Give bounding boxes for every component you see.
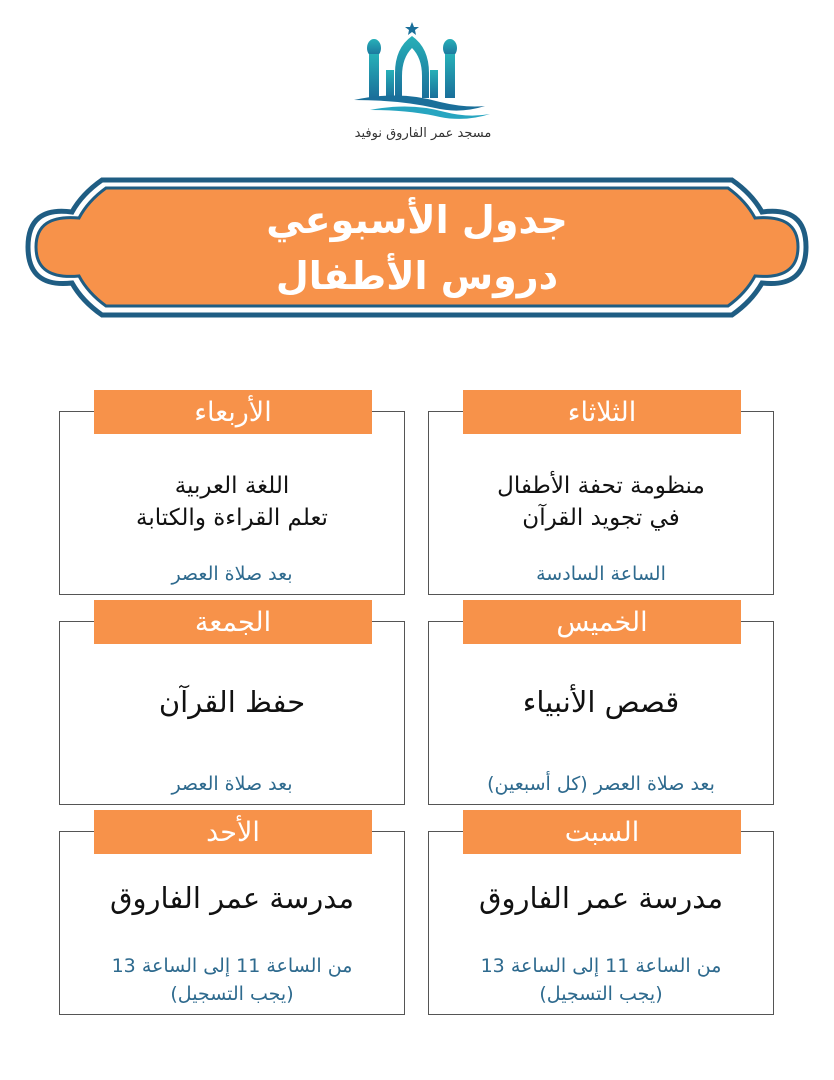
- time-line: بعد صلاة العصر: [171, 773, 293, 795]
- time-line: (يجب التسجيل): [170, 983, 294, 1005]
- mosque-logo: [340, 18, 500, 123]
- time-line: (يجب التسجيل): [539, 983, 663, 1005]
- subject-line: اللغة العربية: [174, 473, 290, 499]
- day-label: الأحد: [94, 810, 372, 854]
- time: [429, 560, 773, 588]
- title-banner: [24, 176, 810, 319]
- day-label: السبت: [463, 810, 741, 854]
- mosque-name: مسجد عمر الفاروق نوفيد: [354, 126, 492, 141]
- day-label: الثلاثاء: [463, 390, 741, 434]
- subject-line: مدرسة عمر الفاروق: [109, 881, 355, 915]
- subject-line: حفظ القرآن: [158, 685, 306, 719]
- time: [60, 952, 404, 1008]
- schedule-card-sunday: [59, 816, 405, 1015]
- time-line: الساعة السادسة: [536, 563, 666, 585]
- schedule-card-thursday: [428, 606, 774, 805]
- schedule-card-tuesday: [428, 396, 774, 595]
- day-label: الأربعاء: [94, 390, 372, 434]
- time: [429, 952, 773, 1008]
- subject-line: في تجويد القرآن: [522, 505, 680, 531]
- time-line: بعد صلاة العصر: [171, 563, 293, 585]
- subject-line: مدرسة عمر الفاروق: [478, 881, 724, 915]
- time-line: من الساعة 11 إلى الساعة 13: [111, 955, 353, 977]
- schedule-card-wednesday: [59, 396, 405, 595]
- time-line: من الساعة 11 إلى الساعة 13: [480, 955, 722, 977]
- subject: [60, 470, 404, 534]
- subject-line: قصص الأنبياء: [522, 685, 680, 719]
- time-line: بعد صلاة العصر (كل أسبعين): [487, 773, 715, 795]
- time: [60, 770, 404, 798]
- subject: [60, 882, 404, 914]
- subject: [429, 686, 773, 718]
- schedule-card-friday: [59, 606, 405, 805]
- schedule-card-saturday: [428, 816, 774, 1015]
- subject-line: تعلم القراءة والكتابة: [136, 505, 328, 531]
- title-line-1: جدول الأسبوعي: [266, 197, 568, 242]
- day-label: الجمعة: [94, 600, 372, 644]
- subject: [60, 686, 404, 718]
- day-label: الخميس: [463, 600, 741, 644]
- time: [60, 560, 404, 588]
- subject-line: منظومة تحفة الأطفال: [497, 473, 705, 499]
- time: [429, 770, 773, 798]
- subject: [429, 470, 773, 534]
- title-line-2: دروس الأطفال: [275, 253, 559, 298]
- subject: [429, 882, 773, 914]
